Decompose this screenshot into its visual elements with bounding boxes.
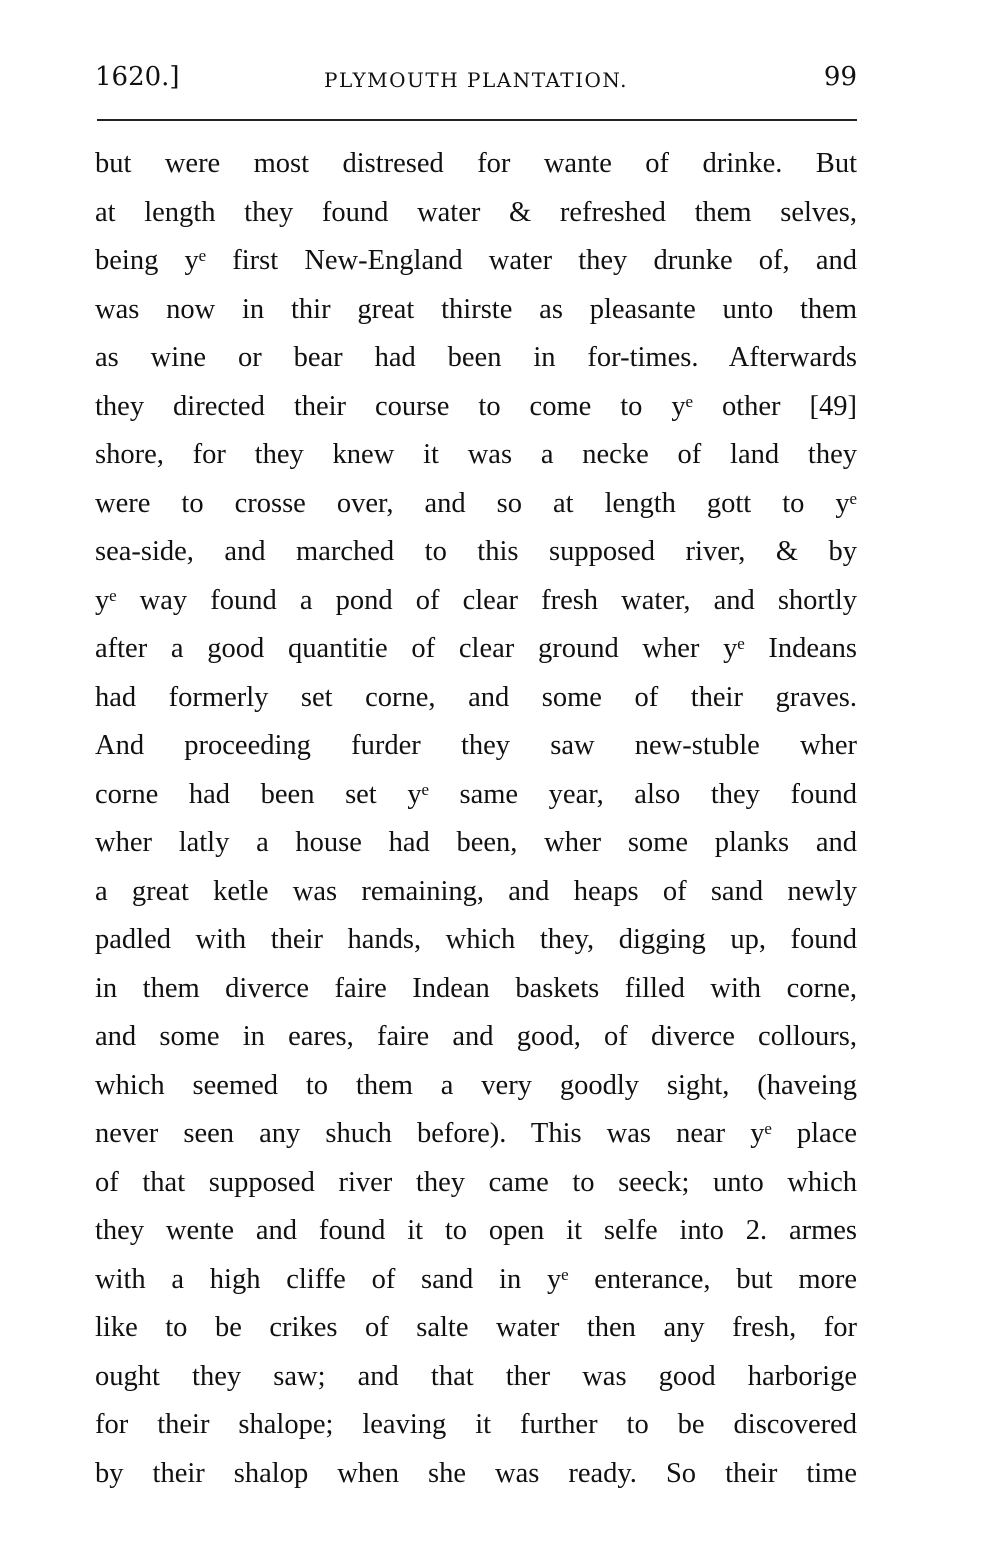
- text-line: for their shalope; leaving it further to be discovered: [95, 1409, 857, 1440]
- text-line: padled with their hands, which they, digging up, found: [95, 924, 857, 955]
- text-line: at length they found water & refreshed them selves,: [95, 196, 857, 228]
- text-line: by their shalop when she was ready. So their time: [95, 1457, 857, 1489]
- text-line: they wente and found it to open it selfe into 2. armes: [95, 1215, 857, 1246]
- text-line: was now in thir great thirste as pleasante unto them: [95, 293, 857, 325]
- text-line: and some in eares, faire and good, of diverce collours,: [95, 1021, 857, 1052]
- text-line: a great ketle was remaining, and heaps of sand newly: [95, 875, 857, 907]
- text-line: being yᵉ first New-England water they drunke of, and: [95, 245, 857, 276]
- text-line: sea-side, and marched to this supposed river, & by: [95, 536, 857, 567]
- text-line: with a high cliffe of sand in yᵉ enterance, but more: [95, 1263, 857, 1295]
- header-rule: [97, 119, 857, 121]
- text-line: never seen any shuch before). This was near yᵉ place: [95, 1118, 857, 1149]
- text-line: like to be crikes of salte water then any fresh, for: [95, 1312, 857, 1343]
- text-line: yᵉ way found a pond of clear fresh water, and shortly: [95, 584, 857, 616]
- text-line: which seemed to them a very goodly sight, (haveing: [95, 1069, 857, 1101]
- text-line: corne had been set yᵉ same year, also they found: [95, 778, 857, 810]
- header-title: PLYMOUTH PLANTATION.: [323, 68, 629, 92]
- header-year: 1620.]: [95, 62, 180, 92]
- text-line: wher latly a house had been, wher some planks and: [95, 827, 857, 858]
- text-line: of that supposed river they came to seeck; unto which: [95, 1166, 857, 1198]
- text-line: but were most distresed for wante of drinke. But: [95, 148, 857, 179]
- text-line: as wine or bear had been in for-times. Afterwards: [95, 342, 857, 373]
- text-line: ought they saw; and that ther was good harborige: [95, 1360, 857, 1392]
- text-line: in them diverce faire Indean baskets filled with corne,: [95, 972, 857, 1004]
- running-header: [95, 62, 857, 102]
- text-line: they directed their course to come to yᵉ other [49]: [95, 390, 857, 422]
- text-line: were to crosse over, and so at length gott to yᵉ: [95, 487, 857, 519]
- page-number: 99: [823, 62, 857, 92]
- text-line: shore, for they knew it was a necke of land they: [95, 439, 857, 470]
- text-line: And proceeding furder they saw new-stuble wher: [95, 730, 857, 761]
- body-text: [95, 140, 857, 1498]
- text-line: after a good quantitie of clear ground wher yᵉ Indeans: [95, 633, 857, 664]
- text-line: had formerly set corne, and some of their graves.: [95, 681, 857, 713]
